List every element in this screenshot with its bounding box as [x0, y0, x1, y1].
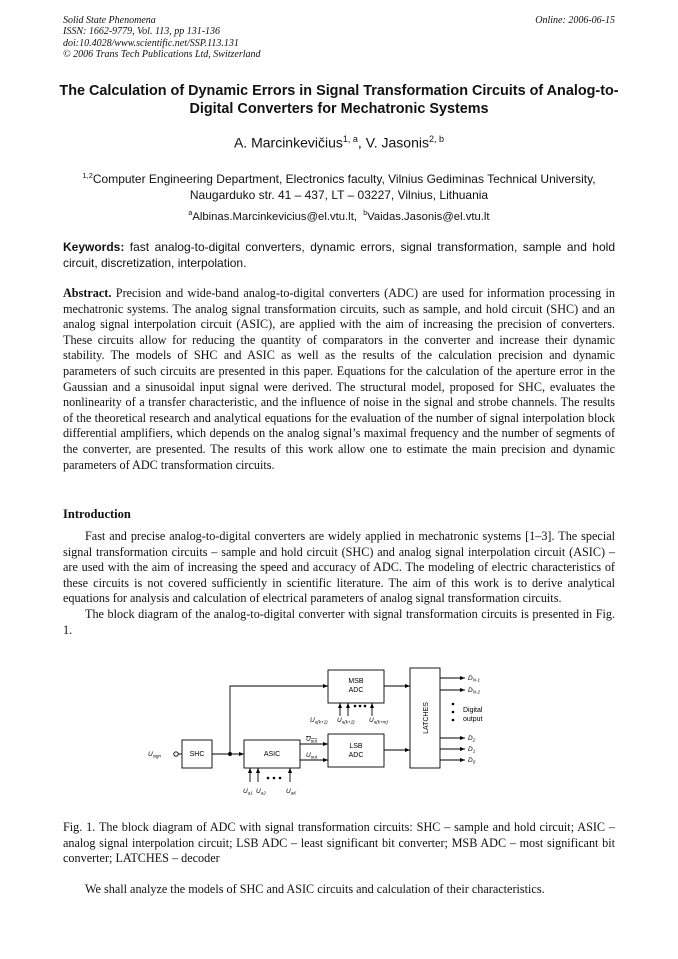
output-d2: $D_2$: [468, 735, 476, 743]
ua2-label: $U_{a2}$: [256, 788, 266, 796]
authors: A. Marcinkevičius$^{1, a}$, V. Jasonis$^{2, b}$: [233, 134, 445, 151]
asic-label: ASIC: [263, 751, 281, 758]
copyright-line: © 2006 Trans Tech Publications Ltd, Switzerland: [63, 48, 261, 60]
lsb-label-2: ADC: [348, 752, 364, 759]
email-b: Vaidas.Jasonis@el.vtu.lt: [367, 210, 490, 223]
affiliation: [63, 168, 615, 203]
author-2: V. Jasonis: [365, 134, 429, 151]
intro-paragraph-1: Fast and precise analog-to-digital converters are widely applied in mechatronic systems [1–3]. The special signal transformation circuits – sample and hold circuit (SHC) and analog signal interpolation circuit (ASIC) – are used with the aim of increasing the speed and accuracy of ADC. The modeling of electric characteristics of these circuits is not covered sufficiently in scientific literature. The aim of this work is to derive analytical equations for analysis and calculation of electrical parameters of analog signal transformation circuits.: [63, 529, 615, 606]
block-diagram: [140, 660, 500, 805]
introduction: [63, 529, 615, 638]
email-b-sup: b: [363, 210, 368, 217]
u-out-label-1: $U_{out}$: [306, 736, 317, 744]
digital-label-2: output: [463, 716, 483, 723]
email-a-sup: a: [188, 210, 193, 217]
issn-line: ISSN: 1662-9779, Vol. 113, pp 131-136: [63, 26, 221, 38]
abstract-text: Precision and wide-band analog-to-digital converters (ADC) are used for information processing in mechatronic systems. The analog signal transformation circuits, such as sample, and hold circuit (SHC) and an analog signal interpolation circuit (ASIC), are applied with the aim of increasing the precision of converters. These circuits allow for reducing the quantity of comparators in the converter and increase their dynamic stability. The models of SHC and ASIC as well as the results of the calculation precision and dynamic parameters of such circuits are presented in this paper. Equations for the calculation of the aperture error in the Gaussian and a sinusoidal input signal were derived. The structural model, proposed for SHC, evaluates the nonlinearity of a transfer characteristic, and the influence of noise in the signal and strobe channels. The results of the theoretical research and analytical equations for the evaluation of the number of signal interpolation block differential amplifiers, which depends on the analog signal’s maximal frequency and the number of segments of the converter, are presented. The results of this work allow one to estimate the main precision and dynamic parameters of ADC transformation circuits.: [63, 286, 615, 472]
ua1-label: $U_{a1}$: [243, 788, 253, 796]
emails: [0, 210, 678, 223]
keywords-text: fast analog-to-digital converters, dynamic errors, signal transformation, sample and hold circuit, discretization, interpolation.: [63, 240, 615, 271]
intro-paragraph-2: The block diagram of the analog-to-digital converter with signal transformation circuits is presented in Fig. 1.: [63, 606, 615, 637]
affiliation-text: Computer Engineering Department, Electronics faculty, Vilnius Gediminas Technical University, Naugarduko str. 41 – 437, LT – 03227, Vilnius, Lithuania: [92, 172, 596, 202]
lsb-label-1: LSB: [349, 743, 363, 750]
uak-label: $U_{aK}$: [286, 788, 297, 796]
latches-label: LATCHES: [423, 702, 430, 734]
keywords-label: Keywords:: [63, 240, 125, 254]
journal-name: Solid State Phenomena: [63, 15, 156, 26]
shc-label: SHC: [189, 751, 205, 758]
lsb-adc-block: [328, 734, 384, 767]
ua-km-label: $U_{a(k+m)}$: [369, 717, 388, 725]
email-a: Albinas.Marcinkevicius@el.vtu.lt,: [192, 210, 357, 223]
ua-k1-label: $U_{a(k+1)}$: [310, 717, 328, 725]
doi-line: doi:10.4028/www.scientific.net/SSP.113.131: [63, 37, 239, 49]
digital-label-1: Digital: [463, 707, 483, 714]
u-sign-label: $U_{sign}$: [148, 751, 161, 759]
output-dn1: $D_{N-1}$: [468, 675, 480, 683]
online-date: Online: 2006-06-15: [535, 15, 615, 26]
page-header: [63, 15, 615, 60]
ua-k2-label: $U_{a(k+2)}$: [337, 717, 355, 725]
msb-label-1: MSB: [348, 678, 364, 685]
author-2-sup: 2, b: [429, 134, 445, 144]
keywords: [63, 239, 615, 272]
abstract: [63, 286, 615, 473]
output-dn2: $D_{N-2}$: [468, 687, 480, 695]
figure-caption: Fig. 1. The block diagram of ADC with signal transformation circuits: SHC – sample and hold circuit; ASIC – analog signal interpolation circuit; LSB ADC – least significant bit converter; MSB ADC – most significant bit converter; LATCHES – decoder: [63, 820, 615, 866]
abstract-label: Abstract.: [63, 286, 112, 300]
output-d1: $D_1$: [468, 746, 476, 754]
closing-paragraph: We shall analyze the models of SHC and ASIC circuits and calculation of their characteristics.: [85, 882, 545, 896]
output-d0: $D_0$: [468, 757, 476, 765]
affiliation-sup: 1,2: [82, 171, 93, 180]
author-1: A. Marcinkevičius: [233, 134, 343, 151]
u-out-label-2: $U_{out}$: [306, 752, 317, 760]
msb-label-2: ADC: [348, 687, 364, 694]
section-heading: Introduction: [63, 507, 131, 521]
paper-title: The Calculation of Dynamic Errors in Signal Transformation Circuits of Analog-to-Digital Converters for Mechatronic Systems: [59, 83, 619, 117]
author-1-sup: 1, a: [342, 134, 358, 144]
